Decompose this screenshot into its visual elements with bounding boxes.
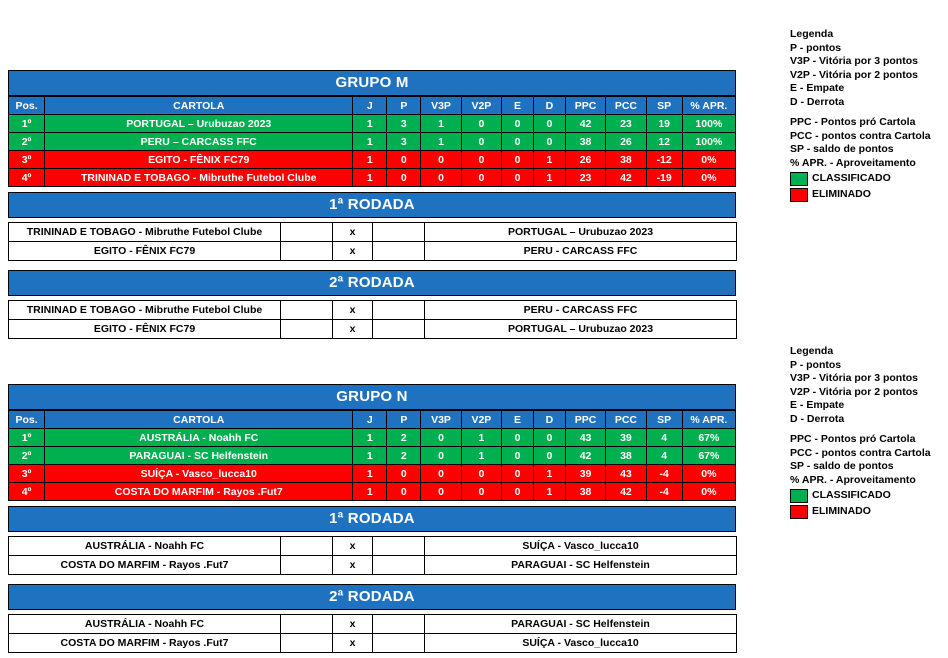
cell-pos: 4º	[9, 483, 45, 501]
home-team: EGITO - FÊNIX FC79	[9, 242, 281, 261]
cell-v3p: 0	[421, 169, 461, 187]
col-d: D	[533, 411, 565, 429]
cell-pos: 4º	[9, 169, 45, 187]
col-apr: % APR.	[682, 411, 735, 429]
cell-pos: 1º	[9, 429, 45, 447]
away-team: PARAGUAI - SC Helfenstein	[425, 615, 737, 634]
cell-ppc: 26	[565, 151, 605, 169]
cell-sp: -12	[646, 151, 682, 169]
legend-classificado	[790, 172, 940, 186]
cell-pos: 2º	[9, 133, 45, 151]
cell-cartola: PERU – CARCASS FFC	[45, 133, 353, 151]
col-pos: Pos.	[9, 411, 45, 429]
swatch-red-icon	[790, 505, 808, 519]
away-team: PARAGUAI - SC Helfenstein	[425, 556, 737, 575]
cell-ppc: 23	[565, 169, 605, 187]
table-row	[9, 465, 736, 483]
cell-apr: 0%	[682, 465, 735, 483]
cell-d: 0	[533, 133, 565, 151]
versus-label: x	[333, 223, 373, 242]
cell-v3p: 0	[421, 483, 461, 501]
versus-label: x	[333, 537, 373, 556]
col-p: P	[387, 411, 421, 429]
col-j: J	[353, 97, 387, 115]
away-score	[373, 320, 425, 339]
away-team: PERU - CARCASS FFC	[425, 301, 737, 320]
cell-v3p: 0	[421, 465, 461, 483]
legend-eliminado	[790, 505, 940, 519]
cell-cartola: COSTA DO MARFIM - Rayos .Fut7	[45, 483, 353, 501]
cell-v2p: 0	[461, 133, 501, 151]
cell-d: 1	[533, 483, 565, 501]
versus-label: x	[333, 320, 373, 339]
versus-label: x	[333, 634, 373, 653]
table-row	[9, 483, 736, 501]
home-score: 26	[281, 242, 333, 261]
legend-spacer	[790, 109, 940, 116]
match-row	[9, 537, 737, 556]
cell-p: 2	[387, 429, 421, 447]
cell-apr: 100%	[682, 115, 735, 133]
away-score	[373, 615, 425, 634]
legend-eliminado-label: ELIMINADO	[812, 505, 871, 518]
cell-d: 1	[533, 465, 565, 483]
home-score	[281, 320, 333, 339]
legend-classificado-label: CLASSIFICADO	[812, 489, 891, 502]
home-score: 43	[281, 537, 333, 556]
cell-apr: 0%	[682, 483, 735, 501]
swatch-green-icon	[790, 172, 808, 186]
round-title: 2ª RODADA	[8, 584, 736, 610]
legend-eliminado	[790, 188, 940, 202]
round-title: 2ª RODADA	[8, 270, 736, 296]
cell-v2p: 1	[461, 429, 501, 447]
cell-pcc: 23	[606, 115, 646, 133]
legend-line-apr: % APR. - Aproveitamento	[790, 156, 916, 169]
cell-v3p: 0	[421, 447, 461, 465]
match-table	[8, 614, 737, 653]
col-apr: % APR.	[682, 97, 735, 115]
cell-apr: 0%	[682, 169, 735, 187]
cell-j: 1	[353, 483, 387, 501]
table-row	[9, 133, 736, 151]
cell-e: 0	[502, 115, 534, 133]
cell-ppc: 39	[565, 465, 605, 483]
away-team: PORTUGAL – Urubuzao 2023	[425, 320, 737, 339]
legend-top	[790, 28, 940, 202]
home-score: 23	[281, 223, 333, 242]
cell-e: 0	[502, 483, 534, 501]
away-team: PORTUGAL – Urubuzao 2023	[425, 223, 737, 242]
cell-apr: 100%	[682, 133, 735, 151]
cell-pos: 3º	[9, 465, 45, 483]
cell-j: 1	[353, 151, 387, 169]
legend-title: Legenda	[790, 345, 834, 357]
home-team: COSTA DO MARFIM - Rayos .Fut7	[9, 556, 281, 575]
legend-line-d: D - Derrota	[790, 95, 845, 108]
cell-sp: 4	[646, 447, 682, 465]
cell-sp: -4	[646, 465, 682, 483]
col-v3p: V3P	[421, 411, 461, 429]
legend-line-apr: % APR. - Aproveitamento	[790, 473, 916, 486]
legend-line-p: P - pontos	[790, 41, 842, 54]
legend-bottom	[790, 345, 940, 519]
cell-pcc: 38	[606, 151, 646, 169]
round-title: 1ª RODADA	[8, 192, 736, 218]
col-v3p: V3P	[421, 97, 461, 115]
home-team: TRININAD E TOBAGO - Mibruthe Futebol Clube	[9, 301, 281, 320]
cell-cartola: EGITO - FÊNIX FC79	[45, 151, 353, 169]
cell-e: 0	[502, 133, 534, 151]
cell-p: 0	[387, 151, 421, 169]
cell-p: 0	[387, 483, 421, 501]
legend-classificado	[790, 489, 940, 503]
cell-d: 0	[533, 447, 565, 465]
match-table	[8, 222, 737, 261]
legend-eliminado-label: ELIMINADO	[812, 188, 871, 201]
cell-j: 1	[353, 447, 387, 465]
cell-j: 1	[353, 429, 387, 447]
cell-v3p: 1	[421, 115, 461, 133]
away-score: 38	[373, 242, 425, 261]
cell-pcc: 42	[606, 169, 646, 187]
home-score: 38	[281, 556, 333, 575]
col-ppc: PPC	[565, 411, 605, 429]
match-table	[8, 536, 737, 575]
away-score: 42	[373, 223, 425, 242]
home-team: TRININAD E TOBAGO - Mibruthe Futebol Clube	[9, 223, 281, 242]
cell-v2p: 0	[461, 151, 501, 169]
table-header-row	[9, 97, 736, 115]
away-score	[373, 301, 425, 320]
round-block-m-2	[8, 270, 736, 339]
cell-v2p: 0	[461, 483, 501, 501]
round-title: 1ª RODADA	[8, 506, 736, 532]
cell-pcc: 38	[606, 447, 646, 465]
away-score: 42	[373, 556, 425, 575]
legend-line-v3p: V3P - Vitória por 3 pontos	[790, 55, 918, 67]
col-sp: SP	[646, 411, 682, 429]
cell-e: 0	[502, 151, 534, 169]
col-sp: SP	[646, 97, 682, 115]
round-block-m-1	[8, 192, 736, 261]
legend-line-v2p: V2P - Vitória por 2 pontos	[790, 385, 918, 398]
cell-e: 0	[502, 429, 534, 447]
cell-e: 0	[502, 465, 534, 483]
swatch-red-icon	[790, 188, 808, 202]
cell-e: 0	[502, 447, 534, 465]
group-block-n	[8, 384, 736, 501]
cell-pos: 1º	[9, 115, 45, 133]
home-team: COSTA DO MARFIM - Rayos .Fut7	[9, 634, 281, 653]
cell-p: 3	[387, 133, 421, 151]
cell-j: 1	[353, 465, 387, 483]
cell-ppc: 38	[565, 133, 605, 151]
legend-line-pcc: PCC - pontos contra Cartola	[790, 446, 931, 459]
home-team: AUSTRÁLIA - Noahh FC	[9, 537, 281, 556]
legend-line-d: D - Derrota	[790, 412, 845, 425]
cell-cartola: TRININAD E TOBAGO - Mibruthe Futebol Clube	[45, 169, 353, 187]
cell-v2p: 0	[461, 169, 501, 187]
cell-cartola: PORTUGAL – Urubuzao 2023	[45, 115, 353, 133]
home-score	[281, 615, 333, 634]
col-p: P	[387, 97, 421, 115]
match-row	[9, 320, 737, 339]
away-team: SUÍÇA - Vasco_lucca10	[425, 634, 737, 653]
match-row	[9, 634, 737, 653]
col-v2p: V2P	[461, 97, 501, 115]
cell-sp: 12	[646, 133, 682, 151]
cell-d: 0	[533, 429, 565, 447]
cell-pcc: 39	[606, 429, 646, 447]
cell-j: 1	[353, 169, 387, 187]
legend-line-v3p: V3P - Vitória por 3 pontos	[790, 372, 918, 384]
away-score	[373, 634, 425, 653]
cell-v2p: 1	[461, 447, 501, 465]
col-e: E	[502, 411, 534, 429]
cell-ppc: 42	[565, 115, 605, 133]
col-pos: Pos.	[9, 97, 45, 115]
cell-pcc: 42	[606, 483, 646, 501]
cell-sp: 19	[646, 115, 682, 133]
cell-cartola: AUSTRÁLIA - Noahh FC	[45, 429, 353, 447]
cell-d: 1	[533, 151, 565, 169]
cell-sp: -4	[646, 483, 682, 501]
standings-table-n	[8, 410, 736, 501]
table-row	[9, 151, 736, 169]
cell-e: 0	[502, 169, 534, 187]
legend-classificado-label: CLASSIFICADO	[812, 172, 891, 185]
legend-spacer	[790, 426, 940, 433]
cell-j: 1	[353, 115, 387, 133]
away-team: SUÍÇA - Vasco_lucca10	[425, 537, 737, 556]
versus-label: x	[333, 556, 373, 575]
group-title-n: GRUPO N	[8, 384, 736, 410]
home-team: AUSTRÁLIA - Noahh FC	[9, 615, 281, 634]
cell-sp: 4	[646, 429, 682, 447]
legend-line-p: P - pontos	[790, 358, 842, 371]
cell-p: 2	[387, 447, 421, 465]
legend-line-ppc: PPC - Pontos pró Cartola	[790, 433, 916, 445]
cell-v3p: 0	[421, 151, 461, 169]
match-row	[9, 223, 737, 242]
match-row	[9, 556, 737, 575]
table-header-row	[9, 411, 736, 429]
cell-d: 1	[533, 169, 565, 187]
cell-apr: 67%	[682, 429, 735, 447]
col-cartola: CARTOLA	[45, 411, 353, 429]
legend-title: Legenda	[790, 28, 834, 40]
cell-apr: 67%	[682, 447, 735, 465]
cell-p: 0	[387, 465, 421, 483]
swatch-green-icon	[790, 489, 808, 503]
col-j: J	[353, 411, 387, 429]
versus-label: x	[333, 242, 373, 261]
home-score	[281, 301, 333, 320]
table-row	[9, 115, 736, 133]
home-team: EGITO - FÊNIX FC79	[9, 320, 281, 339]
round-block-n-2	[8, 584, 736, 653]
cell-sp: -19	[646, 169, 682, 187]
cell-cartola: SUÍÇA - Vasco_lucca10	[45, 465, 353, 483]
group-title-m: GRUPO M	[8, 70, 736, 96]
home-score	[281, 634, 333, 653]
col-d: D	[533, 97, 565, 115]
legend-line-e: E - Empate	[790, 82, 845, 94]
col-cartola: CARTOLA	[45, 97, 353, 115]
match-row	[9, 301, 737, 320]
table-row	[9, 429, 736, 447]
col-pcc: PCC	[606, 97, 646, 115]
standings-table-m	[8, 96, 736, 187]
legend-line-sp: SP - saldo de pontos	[790, 460, 894, 472]
away-score: 39	[373, 537, 425, 556]
cell-ppc: 38	[565, 483, 605, 501]
cell-p: 0	[387, 169, 421, 187]
col-v2p: V2P	[461, 411, 501, 429]
group-block-m	[8, 70, 736, 187]
round-block-n-1	[8, 506, 736, 575]
away-team: PERU - CARCASS FFC	[425, 242, 737, 261]
table-row	[9, 169, 736, 187]
cell-ppc: 43	[565, 429, 605, 447]
legend-line-ppc: PPC - Pontos pró Cartola	[790, 116, 916, 128]
legend-line-v2p: V2P - Vitória por 2 pontos	[790, 68, 918, 81]
cell-d: 0	[533, 115, 565, 133]
match-row	[9, 242, 737, 261]
cell-v2p: 0	[461, 115, 501, 133]
legend-line-pcc: PCC - pontos contra Cartola	[790, 129, 931, 142]
cell-cartola: PARAGUAI - SC Helfenstein	[45, 447, 353, 465]
cell-pos: 3º	[9, 151, 45, 169]
table-row	[9, 447, 736, 465]
col-pcc: PCC	[606, 411, 646, 429]
cell-j: 1	[353, 133, 387, 151]
col-e: E	[502, 97, 534, 115]
cell-v3p: 1	[421, 133, 461, 151]
cell-ppc: 42	[565, 447, 605, 465]
cell-apr: 0%	[682, 151, 735, 169]
cell-pos: 2º	[9, 447, 45, 465]
versus-label: x	[333, 615, 373, 634]
match-table	[8, 300, 737, 339]
legend-line-sp: SP - saldo de pontos	[790, 143, 894, 155]
match-row	[9, 615, 737, 634]
legend-line-e: E - Empate	[790, 399, 845, 411]
versus-label: x	[333, 301, 373, 320]
cell-p: 3	[387, 115, 421, 133]
cell-pcc: 43	[606, 465, 646, 483]
cell-v2p: 0	[461, 465, 501, 483]
col-ppc: PPC	[565, 97, 605, 115]
cell-pcc: 26	[606, 133, 646, 151]
cell-v3p: 0	[421, 429, 461, 447]
